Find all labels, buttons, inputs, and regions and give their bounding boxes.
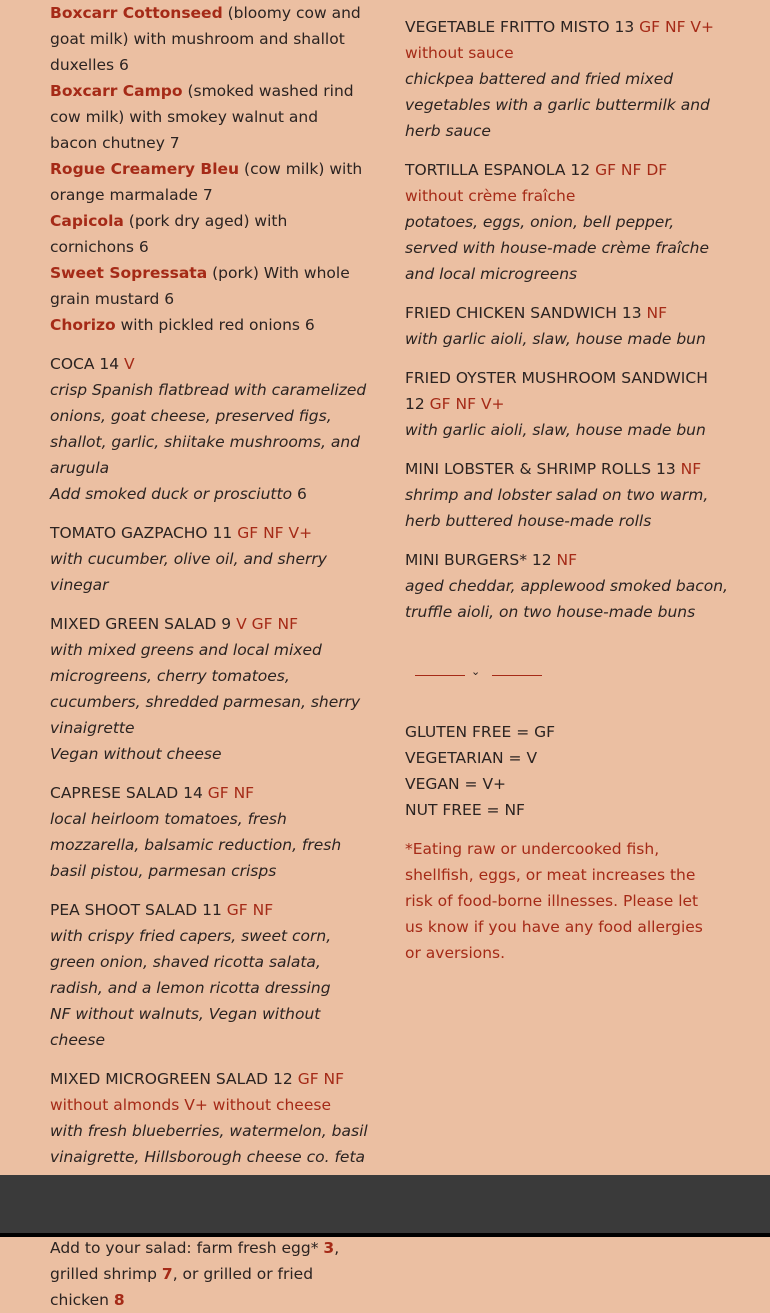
section-divider — [415, 662, 542, 678]
addon-text: , or grilled or fried chicken — [50, 1265, 314, 1309]
addon-price: 6 — [292, 485, 307, 503]
cheese-item — [50, 260, 370, 312]
addon-text: Add to your salad: farm fresh egg* — [50, 1239, 324, 1257]
diet-tags: NF — [680, 460, 702, 478]
diet-tags: NF — [646, 304, 667, 322]
menu-item-lobster-rolls — [405, 456, 730, 534]
cheese-item — [50, 156, 370, 208]
item-title: CAPRESE SALAD 14 — [50, 784, 208, 802]
item-description: with mixed greens and local mixed microgreens, cherry tomatoes, cucumbers, shredded parmesan, sherry vinaigrette — [50, 641, 361, 737]
item-description: aged cheddar, applewood smoked bacon, truffle aioli, on two house-made buns — [405, 577, 728, 621]
cheese-name: Sweet Sopressata — [50, 264, 208, 282]
divider-line — [492, 675, 542, 676]
item-description: local heirloom tomatoes, fresh mozzarella, balsamic reduction, fresh basil pistou, parmesan crisps — [50, 810, 342, 880]
cheese-desc: (smoked washed rind cow milk) with smokey walnut and bacon chutney 7 — [50, 82, 354, 152]
item-note: Vegan without cheese — [50, 745, 222, 763]
cheese-item — [50, 78, 370, 156]
addon-price: 7 — [161, 1265, 173, 1283]
page-footer — [0, 1175, 770, 1233]
item-title: MINI LOBSTER & SHRIMP ROLLS 13 — [405, 460, 681, 478]
item-description: shrimp and lobster salad on two warm, herb buttered house-made rolls — [405, 486, 709, 530]
item-title: MIXED GREEN SALAD 9 — [50, 615, 237, 633]
menu-item-caprese — [50, 780, 370, 884]
item-title: TOMATO GAZPACHO 11 — [50, 524, 238, 542]
menu-item-oyster-sandwich — [405, 365, 730, 443]
menu-item-fritto-misto — [405, 14, 730, 144]
cheese-item — [50, 208, 370, 260]
cheese-name: Capicola — [50, 212, 124, 230]
cheese-name: Rogue Creamery Bleu — [50, 160, 240, 178]
diet-tags: GF NF V+ without sauce — [405, 18, 715, 62]
diet-tags: GF NF V+ — [429, 395, 505, 413]
cheese-desc: (pork dry aged) with cornichons 6 — [50, 212, 288, 256]
menu-item-gazpacho — [50, 520, 370, 598]
item-description: crisp Spanish flatbread with caramelized onions, goat cheese, preserved figs, shallot, garlic, shiitake mushrooms, and arugula — [50, 381, 367, 477]
food-safety-warning: *Eating raw or undercooked fish, shellfish, eggs, or meat increases the risk of food-borne illnesses. Please let us know if you have any food allergies or aversions. — [405, 840, 703, 962]
item-title: FRIED OYSTER MUSHROOM SANDWICH 12 — [405, 369, 708, 413]
item-addon: Add smoked duck or prosciutto — [50, 485, 293, 503]
cheese-name: Boxcarr Cottonseed — [50, 4, 223, 22]
divider-line — [415, 675, 465, 676]
left-menu-column — [50, 0, 370, 1313]
salad-addons — [50, 1235, 370, 1313]
item-description: chickpea battered and fried mixed vegetables with a garlic buttermilk and herb sauce — [405, 70, 710, 140]
item-title: MINI BURGERS* 12 — [405, 551, 557, 569]
item-title: MIXED MICROGREEN SALAD 12 — [50, 1070, 298, 1088]
addon-price: 8 — [113, 1291, 125, 1309]
diet-tags: GF NF V+ — [237, 524, 313, 542]
item-title: PEA SHOOT SALAD 11 — [50, 901, 227, 919]
item-description: with crispy fried capers, sweet corn, green onion, shaved ricotta salata, radish, and a lemon ricotta dressing — [50, 927, 332, 997]
footer-bottom-bar — [0, 1233, 770, 1237]
menu-item-coca — [50, 351, 370, 507]
dietary-legend — [405, 719, 730, 823]
legend-entry: NUT FREE = NF — [405, 801, 525, 819]
legend-entry: VEGETARIAN = V — [405, 749, 538, 767]
addon-price: 3 — [323, 1239, 335, 1257]
menu-item-mini-burgers — [405, 547, 730, 625]
menu-item-green-salad — [50, 611, 370, 767]
item-description: with garlic aioli, slaw, house made bun — [405, 330, 706, 348]
item-description: with fresh blueberries, watermelon, basil vinaigrette, Hillsborough cheese co. feta — [50, 1122, 368, 1166]
item-description: with cucumber, olive oil, and sherry vinegar — [50, 550, 327, 594]
diet-tags: NF — [556, 551, 578, 569]
legend-entry: GLUTEN FREE = GF — [405, 723, 556, 741]
cheese-item — [50, 0, 370, 78]
menu-item-pea-shoot — [50, 897, 370, 1053]
cheese-desc: (cow milk) with orange marmalade 7 — [50, 160, 363, 204]
item-title: COCA 14 — [50, 355, 125, 373]
menu-item-chicken-sandwich — [405, 300, 730, 352]
cheese-list — [50, 0, 370, 338]
item-note: NF without walnuts, Vegan without cheese — [50, 1005, 321, 1049]
item-title: FRIED CHICKEN SANDWICH 13 — [405, 304, 647, 322]
item-description: with garlic aioli, slaw, house made bun — [405, 421, 706, 439]
cheese-desc: with pickled red onions 6 — [115, 316, 315, 334]
legend-entry: VEGAN = V+ — [405, 775, 507, 793]
legend-block — [405, 719, 730, 966]
diet-tags: GF NF DF without crème fraîche — [405, 161, 668, 205]
menu-item-tortilla — [405, 157, 730, 287]
cheese-name: Chorizo — [50, 316, 116, 334]
cheese-desc: (bloomy cow and goat milk) with mushroom and shallot duxelles 6 — [50, 4, 361, 74]
diet-tags: GF NF without almonds V+ without cheese — [50, 1070, 345, 1114]
addon-text: , grilled shrimp — [50, 1239, 340, 1283]
cheese-name: Boxcarr Campo — [50, 82, 183, 100]
cheese-item — [50, 312, 370, 338]
right-menu-column — [405, 14, 730, 638]
item-description: potatoes, eggs, onion, bell pepper, served with house-made crème fraîche and local microgreens — [405, 213, 710, 283]
diet-tags: V — [124, 355, 135, 373]
chevron-down-icon: ⌄ — [471, 665, 481, 678]
item-title: VEGETABLE FRITTO MISTO 13 — [405, 18, 640, 36]
cheese-desc: (pork) With whole grain mustard 6 — [50, 264, 350, 308]
diet-tags: V GF NF — [236, 615, 298, 633]
diet-tags: GF NF — [207, 784, 255, 802]
diet-tags: GF NF — [226, 901, 274, 919]
item-title: TORTILLA ESPANOLA 12 — [405, 161, 596, 179]
